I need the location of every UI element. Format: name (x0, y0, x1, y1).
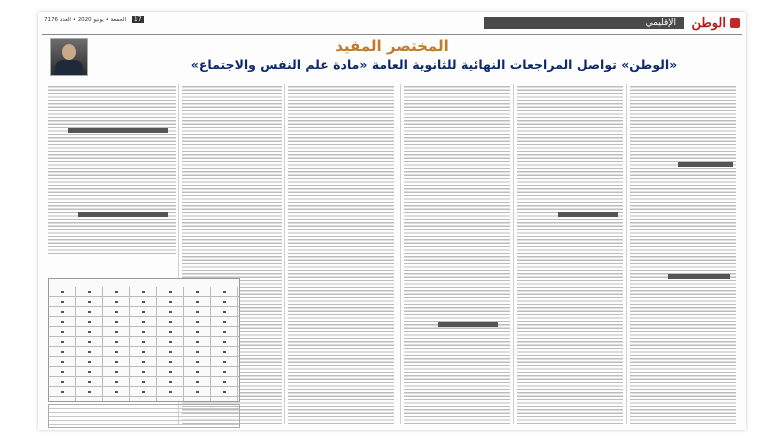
column-divider (626, 84, 627, 424)
text-column-4 (288, 84, 394, 424)
masthead-rule (42, 34, 742, 35)
table-cell-mark (142, 361, 145, 363)
newspaper-logo-icon (730, 18, 740, 28)
table-cell-mark (61, 311, 64, 313)
table-cell-mark (142, 301, 145, 303)
table-cell-mark (61, 321, 64, 323)
table-cell-mark (223, 391, 226, 393)
answer-table-grid (49, 287, 239, 401)
table-cell-mark (61, 361, 64, 363)
table-cell-mark (115, 331, 118, 333)
subheading-bar (668, 274, 730, 279)
table-cell-mark (196, 371, 199, 373)
article-headline: «الوطن» تواصل المراجعات النهائية للثانوية العامة «مادة علم النفس والاجتماع» (190, 57, 678, 72)
table-cell-mark (142, 341, 145, 343)
table-cell-mark (169, 361, 172, 363)
table-cell-mark (88, 351, 91, 353)
table-cell-mark (61, 301, 64, 303)
column-divider (284, 84, 285, 424)
masthead (38, 12, 746, 34)
table-cell-mark (223, 321, 226, 323)
table-cell-mark (61, 341, 64, 343)
table-cell-mark (61, 371, 64, 373)
subheading-bar (678, 162, 733, 167)
table-cell-mark (223, 341, 226, 343)
table-cell-mark (115, 311, 118, 313)
text-column-6 (48, 84, 176, 254)
table-cell-mark (196, 331, 199, 333)
table-cell-mark (61, 381, 64, 383)
table-cell-mark (196, 321, 199, 323)
subheading-bar (558, 212, 618, 217)
table-cell-mark (115, 321, 118, 323)
table-cell-mark (223, 361, 226, 363)
table-cell-mark (115, 391, 118, 393)
table-cell-mark (169, 291, 172, 293)
author-suit (55, 60, 83, 75)
table-cell-mark (142, 351, 145, 353)
table-cell-mark (169, 341, 172, 343)
table-cell-mark (88, 371, 91, 373)
table-cell-mark (142, 381, 145, 383)
newspaper-page (38, 12, 746, 430)
table-cell-mark (223, 371, 226, 373)
table-cell-mark (88, 321, 91, 323)
table-cell-mark (61, 331, 64, 333)
subheading-bar (438, 322, 498, 327)
table-cell-mark (115, 361, 118, 363)
table-cell-mark (142, 321, 145, 323)
column-divider (513, 84, 514, 424)
table-cell-mark (61, 391, 64, 393)
table-cell-mark (169, 311, 172, 313)
table-cell-mark (169, 381, 172, 383)
table-cell-mark (88, 301, 91, 303)
logo-text: الوطن (691, 15, 726, 31)
newspaper-logo (691, 14, 740, 32)
table-cell-mark (142, 371, 145, 373)
table-cell-mark (169, 301, 172, 303)
table-cell-mark (88, 331, 91, 333)
table-cell-mark (88, 311, 91, 313)
table-cell-mark (115, 371, 118, 373)
table-cell-mark (115, 291, 118, 293)
table-cell-mark (142, 311, 145, 313)
table-cell-mark (115, 301, 118, 303)
answer-box (48, 404, 240, 428)
table-cell-mark (196, 291, 199, 293)
table-cell-mark (88, 391, 91, 393)
table-cell-mark (169, 321, 172, 323)
table-cell-mark (223, 311, 226, 313)
article-kicker: المختصر المفيد (335, 37, 449, 55)
table-cell-mark (223, 381, 226, 383)
page-number: 17 (133, 16, 142, 23)
text-column-3 (404, 84, 510, 424)
text-column-2 (517, 84, 623, 424)
table-cell-mark (223, 291, 226, 293)
section-label: الإقليمي (484, 17, 684, 29)
table-cell-mark (223, 351, 226, 353)
table-cell-mark (142, 391, 145, 393)
table-cell-mark (115, 381, 118, 383)
dateline (44, 16, 144, 23)
table-cell-mark (196, 381, 199, 383)
table-cell-mark (142, 291, 145, 293)
table-cell-mark (196, 301, 199, 303)
table-cell-mark (169, 351, 172, 353)
table-cell-mark (169, 391, 172, 393)
table-cell-mark (88, 341, 91, 343)
table-cell-mark (169, 371, 172, 373)
author-face (62, 44, 76, 60)
table-cell-mark (169, 331, 172, 333)
table-cell-mark (142, 331, 145, 333)
table-cell-mark (196, 391, 199, 393)
subheading-bar (68, 128, 168, 133)
column-divider (400, 84, 401, 424)
table-cell-mark (88, 291, 91, 293)
table-cell-mark (223, 301, 226, 303)
table-cell-mark (196, 311, 199, 313)
table-cell-mark (196, 341, 199, 343)
table-cell-mark (196, 361, 199, 363)
table-cell-mark (88, 361, 91, 363)
table-cell-mark (223, 331, 226, 333)
text-column-1 (630, 84, 736, 424)
table-cell-mark (196, 351, 199, 353)
table-cell-mark (88, 381, 91, 383)
table-cell-mark (115, 341, 118, 343)
table-cell-mark (61, 291, 64, 293)
subheading-bar (78, 212, 168, 217)
dateline-text: الجمعة • يونيو 2020 • العدد 7176 (44, 17, 127, 23)
table-cell-mark (61, 351, 64, 353)
author-photo (50, 38, 88, 76)
table-cell-mark (115, 351, 118, 353)
answer-table (48, 278, 240, 402)
